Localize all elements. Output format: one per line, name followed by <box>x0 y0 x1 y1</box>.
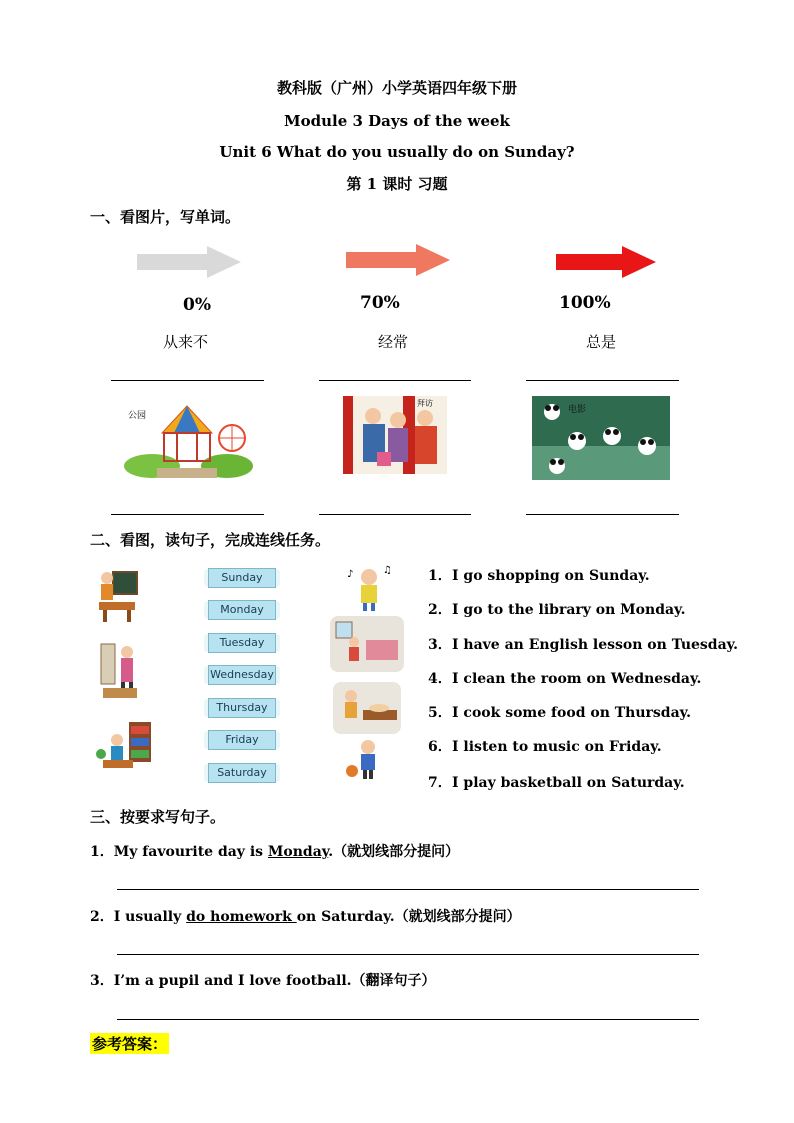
answer-line-6[interactable] <box>526 514 679 515</box>
park-carousel-icon <box>122 398 254 480</box>
lesson-title: 第 1 课时 习题 <box>346 175 448 193</box>
shop-woman-icon <box>101 640 141 702</box>
module-title: Module 3 Days of the week <box>284 112 510 130</box>
movie-label: 电影 <box>568 405 587 415</box>
sentence-6: 6．I listen to music on Friday. <box>428 739 662 755</box>
basketball-boy-icon <box>344 739 384 781</box>
day-tag-friday[interactable]: Friday <box>208 730 276 750</box>
question-2: 2．I usually do homework on Saturday.（就划线部分提问） <box>90 909 521 925</box>
park-label: 公园 <box>128 411 147 421</box>
clean-room-icon <box>330 616 404 672</box>
arrow-0-icon <box>137 246 243 278</box>
answer-line-2[interactable] <box>319 380 471 381</box>
sentence-4: 4．I clean the room on Wednesday. <box>428 671 702 687</box>
day-tag-wednesday[interactable]: Wednesday <box>208 665 276 685</box>
question-1: 1．My favourite day is Monday.（就划线部分提问） <box>90 844 460 860</box>
percent-100: 100% <box>559 293 611 313</box>
question-3: 3．I’m a pupil and I love football.（翻译句子） <box>90 973 436 989</box>
music-boy-icon <box>345 563 391 613</box>
library-boy-icon <box>95 720 153 782</box>
panda-movie-icon <box>532 396 670 480</box>
section2-heading: 二、看图，读句子，完成连线任务。 <box>90 531 331 549</box>
arrow-70-icon <box>346 244 452 276</box>
meaning-always: 总是 <box>586 333 617 351</box>
answer-line-4[interactable] <box>111 514 264 515</box>
meaning-often: 经常 <box>378 333 409 351</box>
svg-text:♫: ♫ <box>383 565 392 576</box>
arrow-100-icon <box>556 246 658 278</box>
answer-line-5[interactable] <box>319 514 471 515</box>
sentence-5: 5．I cook some food on Thursday. <box>428 705 692 721</box>
day-tag-monday[interactable]: Monday <box>208 600 276 620</box>
meaning-never: 从来不 <box>163 333 209 351</box>
sentence-3: 3．I have an English lesson on Tuesday. <box>428 637 739 653</box>
section3-heading: 三、按要求写句子。 <box>90 808 226 826</box>
cooking-icon <box>333 682 401 734</box>
unit-title: Unit 6 What do you usually do on Sunday? <box>219 143 575 161</box>
sentence-1: 1．I go shopping on Sunday. <box>428 568 650 584</box>
answer-line-1[interactable] <box>111 380 264 381</box>
answer-line-3[interactable] <box>526 380 679 381</box>
visiting-family-icon <box>343 396 447 474</box>
day-tag-saturday[interactable]: Saturday <box>208 763 276 783</box>
day-tag-tuesday[interactable]: Tuesday <box>208 633 276 653</box>
answer-line-q3[interactable] <box>117 1019 699 1020</box>
teacher-classroom-icon <box>95 566 139 624</box>
section1-heading: 一、看图片，写单词。 <box>90 208 241 226</box>
percent-70: 70% <box>360 293 400 313</box>
percent-0: 0% <box>183 295 211 315</box>
answer-key-label: 参考答案： <box>92 1035 168 1053</box>
answer-line-q1[interactable] <box>117 889 699 890</box>
day-tag-thursday[interactable]: Thursday <box>208 698 276 718</box>
sentence-7: 7．I play basketball on Saturday. <box>428 775 685 791</box>
answer-line-q2[interactable] <box>117 954 699 955</box>
book-title: 教科版（广州）小学英语四年级下册 <box>276 79 517 97</box>
visit-label: 拜访 <box>417 399 433 408</box>
sentence-2: 2．I go to the library on Monday. <box>428 602 686 618</box>
day-tag-sunday[interactable]: Sunday <box>208 568 276 588</box>
svg-text:♪: ♪ <box>347 569 354 580</box>
